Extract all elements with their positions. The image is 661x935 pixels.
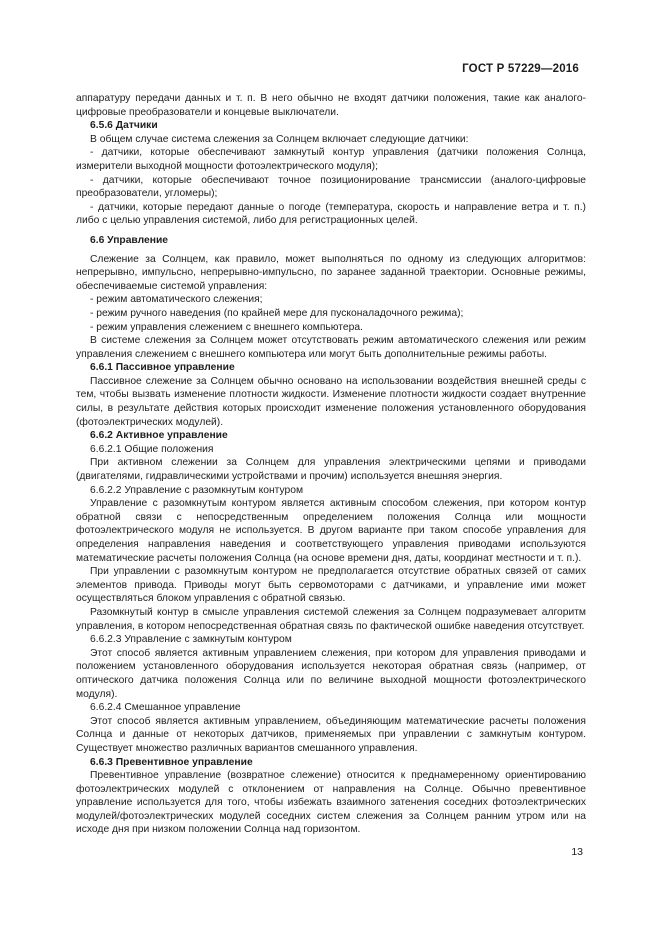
section-heading: 6.6.3 Превентивное управление — [90, 756, 253, 768]
section-heading: 6.6 Управление — [90, 234, 169, 246]
list-item: - датчики, которые передают данные о погоде (температура, скорость и направление ветра и т. п.) либо с целью управления системой, либо для регистрационных целей. — [76, 201, 586, 227]
paragraph: В системе слежения за Солнцем может отсутствовать режим автоматического слежения или режим управления слежением с внешнего компьютера или могут быть дополнительные режимы работы. — [76, 335, 586, 360]
paragraph: Управление с разомкнутым контуром является активным способом слежения, при котором контур обратной связи с непосредственным определением положения Солнца или мощности фотоэлектрического модуля не используется. В другом варианте при таком способе управления для определения направления наведения и соответствующего управления приводами используются математические расчеты положения Солнца (на основе времени дня, даты, координат местности и т. п.). — [76, 498, 586, 564]
paragraph: аппаратуру передачи данных и т. п. В него обычно не входят датчики положения, такие как аналого-цифровые преобразователи и концевые выключатели. — [76, 93, 586, 118]
paragraph: При управлении с разомкнутым контуром не предполагается отсутствие обратных связей от самих элементов привода. Приводы могут быть сервомоторами с датчиками, и управление ими может осуществляться блоком управления с обратной связью. — [76, 566, 586, 605]
paragraph: Разомкнутый контур в смысле управления системой слежения за Солнцем подразумевает алгоритм управления, в котором непосредственная обратная связь по фактической ошибке наведения отсутствует. — [76, 606, 586, 632]
paragraph: Этот способ является активным управлением слежения, при котором для управления приводами и положением установленного оборудования используется некоторая обратная связь (например, от оптического датчика положения Солнца или по величине выходной мощности фотоэлектрического модуля). — [76, 647, 586, 700]
paragraph: Пассивное слежение за Солнцем обычно основано на использовании воздействия внешней среды с тем, чтобы вызвать изменение плотности жидкости. Изменение плотности жидкости создает внутренние силы, в результате действия которых происходит изменение положения установленного оборудования (фотоэлектрических модулей). — [76, 375, 586, 428]
page-number: 13 — [571, 846, 583, 858]
page-content — [76, 92, 586, 837]
section-heading: 6.6.1 Пассивное управление — [90, 362, 235, 374]
section-heading: 6.5.6 Датчики — [90, 120, 158, 132]
paragraph: При активном слежении за Солнцем для управления электрическими цепями и приводами (двигателями, гидравлическими устройствами и прочим) используется внешняя энергия. — [76, 457, 586, 483]
subsection-heading: 6.6.2.3 Управление с замкнутым контуром — [90, 634, 292, 646]
paragraph: Превентивное управление (возвратное слежение) относится к преднамеренному ориентированию фотоэлектрических модулей с отклонением от направления на Солнце. Обычно превентивное управление используется для того, чтобы избежать взаимного затенения соседних фотоэлектрических модулей/фотоэлектрических модулей соседних систем слежения за Солнцем ранним утром или на исходе дня при низком положении Солнца над горизонтом. — [76, 770, 586, 836]
paragraph: В общем случае система слежения за Солнцем включает следующие датчики: — [90, 133, 469, 145]
list-item: - режим ручного наведения (по крайней мере для пусконаладочного режима); — [90, 307, 464, 319]
paragraph: Слежение за Солнцем, как правило, может выполняться по одному из следующих алгоритмов: непрерывно, импульсно, непрерывно-импульсно, по заранее заданной траектории. Основные режимы, обеспечиваемые системой управления: — [76, 253, 586, 292]
section-heading: 6.6.2 Активное управление — [90, 430, 228, 442]
standard-code: ГОСТ Р 57229—2016 — [462, 63, 579, 75]
list-item: - режим автоматического слежения; — [90, 294, 263, 306]
list-item: - режим управления слежением с внешнего компьютера. — [90, 321, 363, 333]
subsection-heading: 6.6.2.4 Смешанное управление — [90, 702, 241, 714]
list-item: - датчики, которые обеспечивают замкнутый контур управления (датчики положения Солнца, измерители выходной мощности фотоэлектрического модуля); — [76, 147, 586, 172]
paragraph: Этот способ является активным управлением, объединяющим математические расчеты положения Солнца и данные от некоторых датчиков, применяемых при управлении с замкнутым контуром. Существует множество различных вариантов смешанного управления. — [76, 715, 586, 754]
list-item: - датчики, которые обеспечивают точное позиционирование трансмиссии (аналого-цифровые преобразователи, угломеры); — [76, 174, 586, 200]
subsection-heading: 6.6.2.2 Управление с разомкнутым контуром — [90, 484, 304, 496]
subsection-heading: 6.6.2.1 Общие положения — [90, 443, 214, 455]
